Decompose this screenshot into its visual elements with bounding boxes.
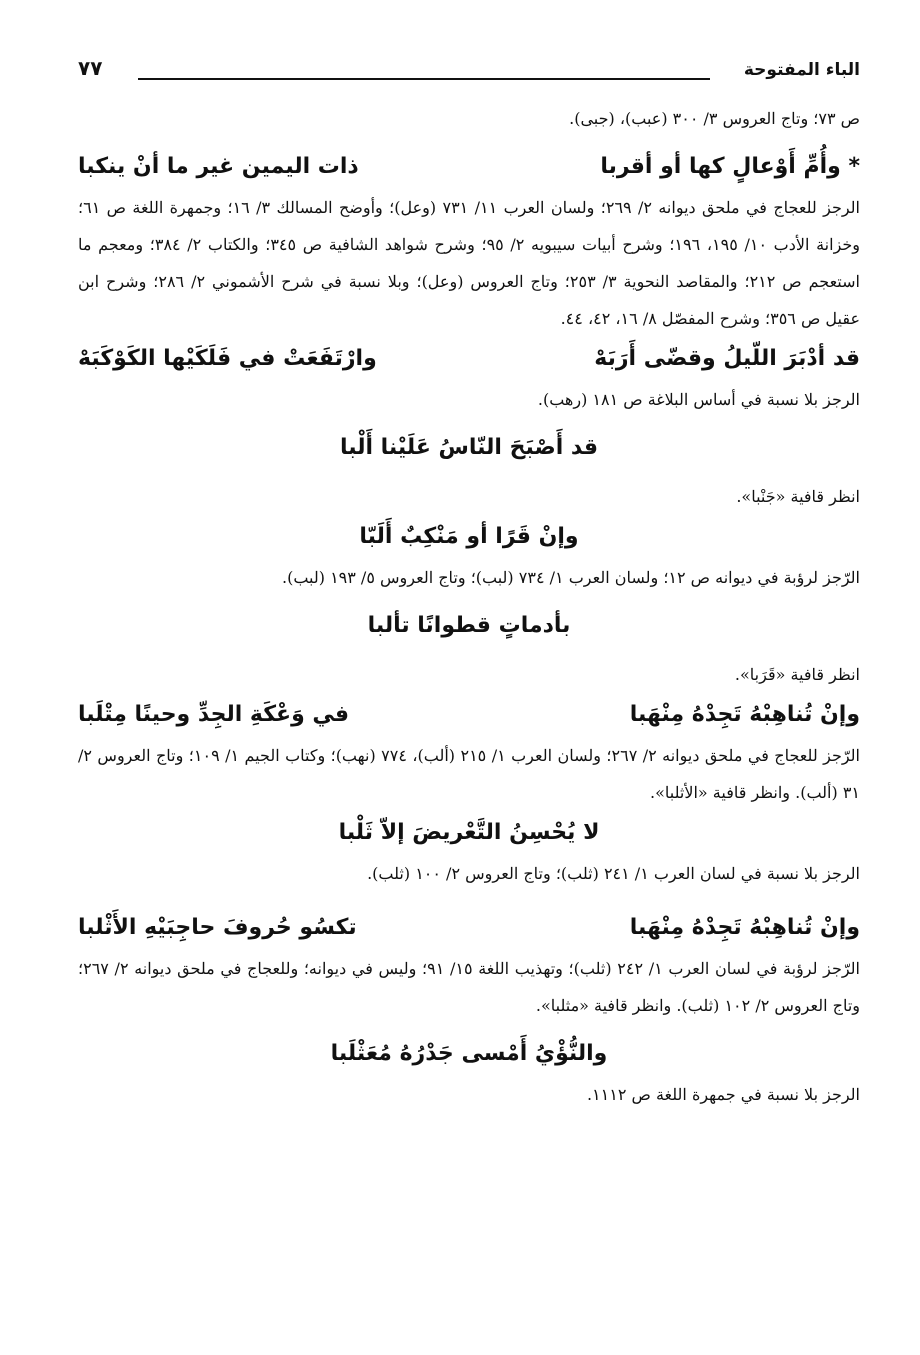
header-rule <box>138 78 710 80</box>
running-header <box>78 56 860 100</box>
verse-first-hemistich: وإنْ تُناهِبْهُ تَجِدْهُ مِنْهَبا <box>629 915 860 940</box>
verse-line: وإنْ قَرًا أو مَنْكِبٌ أَلَبّا <box>359 524 579 549</box>
verse-line: قد أَصْبَحَ النّاسُ عَلَيْنا أَلْبا <box>339 435 599 460</box>
verse-line <box>78 693 860 737</box>
citation-text: الرّجز للعجاج في ملحق ديوانه ٢/ ٢٦٧؛ ولسان العرب ١/ ٢١٥ (ألب)، ٧٧٤ (نهب)؛ وكتاب الجيم ١/ ١٠٩؛ وتاج العروس ٢/ ٣١ (ألب). وانظر قافية «الأثلبا». <box>78 746 860 802</box>
citation-text: ص ٧٣؛ وتاج العروس ٣/ ٣٠٠ (عبب)، (جبى). <box>569 109 860 128</box>
verse-second-hemistich: تكسُو حُروفَ حاجِبَيْهِ الأَثْلبا <box>78 915 357 940</box>
verse-line <box>78 145 860 189</box>
verse-first-hemistich: * وأُمِّ أَوْعالٍ كها أو أقربا <box>600 154 860 179</box>
chapter-title: الباء المفتوحة <box>743 60 860 80</box>
citation-text: الرجز بلا نسبة في لسان العرب ١/ ٢٤١ (ثلب)؛ وتاج العروس ٢/ ١٠٠ (ثلب). <box>367 864 860 883</box>
verse-second-hemistich: وارْتَفَعَتْ في فَلَكَيْها الكَوْكَبَهْ <box>78 346 377 371</box>
cross-reference: انظر قافية «قَرَبا». <box>734 665 860 684</box>
verse-first-hemistich: قد أدْبَرَ اللّيلُ وقضّى أَرَبَهْ <box>594 346 860 371</box>
verse-line: لا يُحْسِنُ التَّعْريضَ إلاّ ثَلْبا <box>338 820 600 845</box>
verse-line <box>78 337 860 381</box>
verse-second-hemistich: في وَعْكَةِ الجِدِّ وحينًا مِتْلَبا <box>78 702 350 727</box>
verse-line: والنُّؤْيُ أَمْسى جَدْرُهُ مُعَثْلَبا <box>330 1041 608 1066</box>
citation-text: الرجز للعجاج في ملحق ديوانه ٢/ ٢٦٩؛ ولسان العرب ١١/ ٧٣١ (وعل)؛ وأوضح المسالك ٣/ ١٦؛ وجمهرة اللغة ص ٦١؛ وخزانة الأدب ١٠/ ١٩٥، ١٩٦؛ وشرح أبيات سيبويه ٢/ ٩٥؛ وشرح شواهد الشافية ص ٣٤٥؛ والكتاب ٢/ ٣٨٤؛ ومعجم ما استعجم ص ٢١٢؛ والمقاصد النحوية ٣/ ٢٥٣؛ وتاج العروس (وعل)؛ وبلا نسبة في شرح الأشموني ٢/ ٢٨٦؛ وشرح ابن عقيل ص ٣٥٦؛ وشرح المفصّل ٨/ ١٦، ٤٢، ٤٤. <box>78 198 861 328</box>
verse-second-hemistich: ذات اليمين غير ما أنْ ينكبا <box>78 154 359 179</box>
verse-line <box>78 906 860 950</box>
page <box>78 56 860 1315</box>
citation-text: الرّجز لرؤبة في ديوانه ص ١٢؛ ولسان العرب ١/ ٧٣٤ (لبب)؛ وتاج العروس ٥/ ١٩٣ (لبب). <box>281 568 860 587</box>
page-number: ٧٧ <box>78 56 103 80</box>
verse-first-hemistich: وإنْ تُناهِبْهُ تَجِدْهُ مِنْهَبا <box>629 702 860 727</box>
cross-reference: انظر قافية «جَنْبا». <box>736 487 860 506</box>
citation-text: الرجز بلا نسبة في أساس البلاغة ص ١٨١ (رهب). <box>537 390 860 409</box>
citation-text: الرّجز لرؤبة في لسان العرب ١/ ٢٤٢ (ثلب)؛ وتهذيب اللغة ١٥/ ٩١؛ وليس في ديوانه؛ وللعجاج في ملحق ديوانه ٢/ ٢٦٧؛ وتاج العروس ٢/ ١٠٢ (ثلب). وانظر قافية «مثلبا». <box>78 959 861 1015</box>
citation-text: الرجز بلا نسبة في جمهرة اللغة ص ١١١٢. <box>586 1085 860 1104</box>
verse-line: بأدماتٍ قطوانًا تألبا <box>367 613 571 638</box>
